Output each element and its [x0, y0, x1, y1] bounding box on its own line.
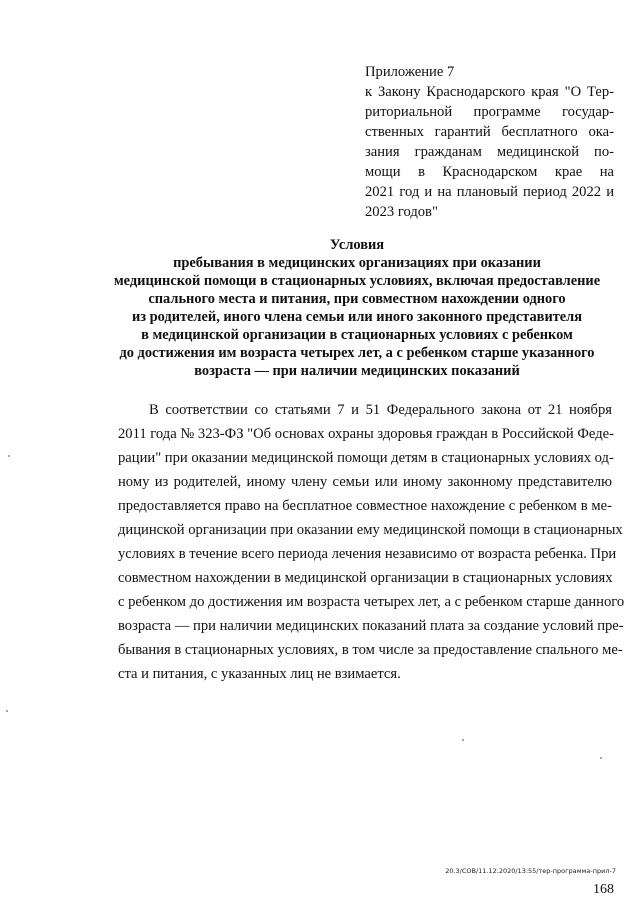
appendix-line: 2021 год и на плановый период 2022 и	[365, 184, 614, 200]
scan-speck	[6, 710, 8, 712]
appendix-line: зания гражданам медицинской по-	[365, 144, 614, 160]
page-number: 168	[593, 882, 614, 897]
title-line: спального места и питания, при совместном нахождении одного	[148, 291, 566, 307]
appendix-header	[365, 62, 614, 222]
body-line: бывания в стационарных условиях, в том числе за предоставление спального ме-	[118, 642, 623, 658]
body-line: 2011 года № 323-ФЗ "Об основах охраны здоровья граждан в Российской Феде-	[118, 426, 614, 442]
document-title	[60, 236, 640, 380]
appendix-line: риториальной программе государ-	[365, 104, 614, 120]
body-line: условиях в течение всего периода лечения независимо от возраста ребенка. При	[118, 546, 617, 562]
title-line: в медицинской организации в стационарных условиях с ребенком	[141, 327, 573, 343]
title-line: до достижения им возраста четырех лет, а с ребенком старше указанного	[119, 345, 595, 361]
appendix-line: к Закону Краснодарского края "О Тер-	[365, 84, 614, 100]
title-line: пребывания в медицинских организациях при оказании	[173, 255, 541, 271]
appendix-line: мощи в Краснодарском крае на	[365, 164, 614, 180]
body-line: возраста — при наличии медицинских показаний плата за создание условий пре-	[118, 618, 624, 634]
appendix-line: ственных гарантий бесплатного ока-	[365, 124, 614, 140]
body-line: совместном нахождении в медицинской организации в стационарных условиях	[118, 570, 613, 586]
body-line: ному из родителей, иному члену семьи или иному законному представителю	[118, 474, 612, 490]
document-stamp: 20.3/СОВ/11.12.2020/13:55/тер-программа-прил-7	[445, 867, 616, 875]
body-line: с ребенком до достижения им возраста четырех лет, а с ребенком старше данного	[118, 594, 625, 610]
scan-speck	[600, 757, 602, 759]
title-line: медицинской помощи в стационарных условиях, включая предоставление	[113, 273, 601, 289]
body-line: дицинской организации при оказании ему медицинской помощи в стационарных	[118, 522, 623, 538]
body-paragraph	[118, 398, 625, 686]
title-line: Условия	[329, 237, 385, 253]
appendix-line: 2023 годов"	[365, 204, 438, 220]
body-line: ста и питания, с указанных лиц не взимается.	[118, 666, 401, 682]
title-line: из родителей, иного члена семьи или иного законного представителя	[131, 309, 583, 325]
scan-speck	[462, 739, 464, 741]
appendix-line: Приложение 7	[365, 64, 455, 80]
body-line: В соответствии со статьями 7 и 51 Федерального закона от 21 ноября	[149, 402, 612, 418]
title-line: возраста — при наличии медицинских показаний	[194, 363, 520, 379]
scan-speck	[8, 455, 10, 457]
body-line: предоставляется право на бесплатное совместное нахождение с ребенком в ме-	[118, 498, 612, 514]
body-line: рации" при оказании медицинской помощи детям в стационарных условиях од-	[118, 450, 614, 466]
